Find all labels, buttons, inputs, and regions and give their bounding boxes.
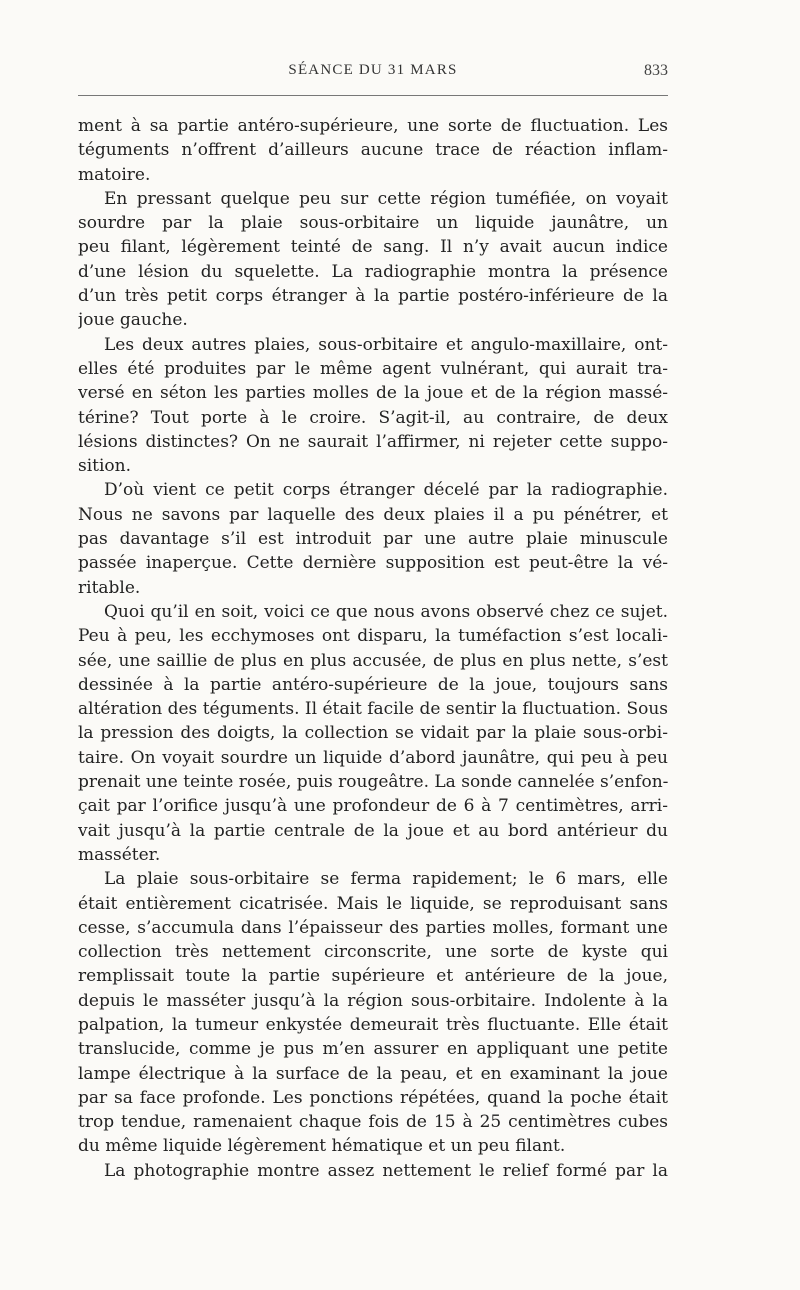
text-line: taire. On voyait sourdre un liquide d’abord jaunâtre, qui peu à peu [78,747,668,768]
text-line: la pression des doigts, la collection se vidait par la plaie sous-orbi- [78,723,668,744]
text-line: trop tendue, ramenaient chaque fois de 15 à 25 centimètres cubes [78,1112,668,1133]
text-line: pas davantage s’il est introduit par une autre plaie minuscule [78,529,668,550]
text-line: Quoi qu’il en soit, voici ce que nous avons observé chez ce sujet. [104,601,668,622]
page-number: 833 [644,62,668,79]
text-line: palpation, la tumeur enkystée demeurait très fluctuante. Elle était [78,1014,668,1035]
text-line: cesse, s’accumula dans l’épaisseur des parties molles, formant une [78,917,668,938]
text-line: par sa face profonde. Les ponctions répétées, quand la poche était [78,1087,668,1108]
text-line: collection très nettement circonscrite, une sorte de kyste qui [78,942,668,963]
text-line: depuis le masséter jusqu’à la région sous-orbitaire. Indolente à la [78,990,668,1011]
text-line: ment à sa partie antéro-supérieure, une sorte de fluctuation. Les [78,116,668,136]
text-line: du même liquide légèrement hématique et un peu filant. [78,1136,566,1157]
text-line: altération des téguments. Il était facile de sentir la fluctuation. Sous [78,699,668,720]
text-line: sourdre par la plaie sous-orbitaire un liquide jaunâtre, un [78,213,668,234]
text-line: La photographie montre assez nettement le relief formé par la [104,1160,668,1181]
text-line: ritable. [78,577,141,598]
text-line: En pressant quelque peu sur cette région tuméfiée, on voyait [104,188,668,209]
text-line: était entièrement cicatrisée. Mais le liquide, se reproduisant sans [78,893,668,914]
text-line: sée, une saillie de plus en plus accusée, de plus en plus nette, s’est [78,650,668,671]
text-line: çait par l’orifice jusqu’à une profondeur de 6 à 7 centimètres, arri- [78,796,668,817]
text-line: téguments n’offrent d’ailleurs aucune trace de réaction inflam- [78,140,668,161]
text-line: térine? Tout porte à le croire. S’agit-il, au contraire, de deux [78,407,668,428]
text-line: remplissait toute la partie supérieure et antérieure de la joue, [78,966,668,987]
text-line: matoire. [78,164,151,185]
header-rule [78,95,668,96]
text-line: D’où vient ce petit corps étranger décelé par la radiographie. [104,480,668,501]
text-line: Peu à peu, les ecchymoses ont disparu, la tuméfaction s’est locali- [78,626,668,647]
text-line: translucide, comme je pus m’en assurer en appliquant une petite [78,1039,668,1060]
text-line: elles été produites par le même agent vulnérant, qui aurait tra- [78,358,668,379]
text-line: Les deux autres plaies, sous-orbitaire et angulo-maxillaire, ont- [104,334,668,355]
text-line: passée inaperçue. Cette dernière supposition est peut-être la vé- [78,553,668,574]
text-line: prenait une teinte rosée, puis rougeâtre. La sonde cannelée s’enfon- [78,772,668,793]
running-header [78,62,668,84]
text-line: Nous ne savons par laquelle des deux plaies il a pu pénétrer, et [78,504,668,525]
text-line: vait jusqu’à la partie centrale de la joue et au bord antérieur du [78,820,668,841]
text-line: d’un très petit corps étranger à la partie postéro-inférieure de la [78,286,668,307]
text-line: lésions distinctes? On ne saurait l’affirmer, ni rejeter cette suppo- [78,431,668,452]
body-text [78,114,668,1183]
text-line: peu filant, légèrement teinté de sang. Il n’y avait aucun indice [78,237,668,258]
running-title: SÉANCE DU 31 MARS [288,62,458,78]
text-line: masséter. [78,844,161,865]
text-line: sition. [78,456,132,477]
text-line: lampe électrique à la surface de la peau, et en examinant la joue [78,1063,668,1084]
text-line: versé en séton les parties molles de la joue et de la région massé- [78,383,668,404]
text-line: joue gauche. [78,310,188,331]
text-line: La plaie sous-orbitaire se ferma rapidement; le 6 mars, elle [104,869,668,890]
text-line: d’une lésion du squelette. La radiographie montra la présence [78,261,668,282]
text-line: dessinée à la partie antéro-supérieure de la joue, toujours sans [78,674,668,695]
